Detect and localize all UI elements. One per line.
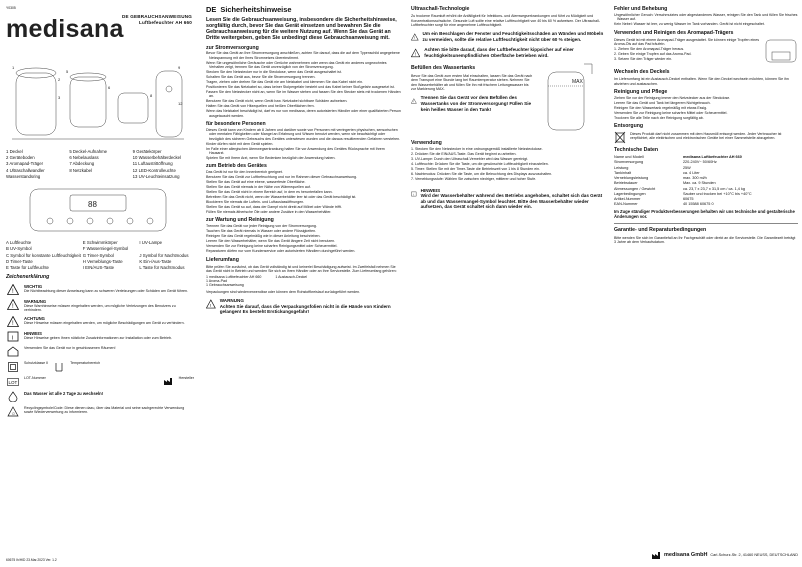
sign-text: Diese Hinweise müssen eingehalten werden, um mögliche Beschädigungen am Gerät zu verhindern. [24,320,185,325]
legend-item: 8 Netzkabel [69,167,93,173]
delivery-intro: Bitte prüfen Sie zunächst, ob das Gerät vollständig ist und keinerlei Beschädigung aufweist. Im Zweifelsfall nehmen Sie das Gerät nicht in Betrieb und wenden Sie sich an Ihren Händler oder an Ihre Servicestelle. Zum Lieferumfang gehören: [206,264,397,274]
legend-item: 2 Geräteboden [6,155,35,161]
list-item: Stellen Sie das Gerät auf eine ebene, wasserfeste Oberfläche. [206,180,306,185]
controls-legend [6,240,194,270]
manufacturer-icon [651,551,661,560]
list-item: Tauchen Sie das Gerät niemals in Wasser oder andere Flüssigkeiten. [206,229,317,234]
crossed-bin-icon [614,130,626,144]
caution-triangle-icon [7,316,19,327]
warning-label: WARNUNG [219,298,244,304]
legend-item: 6 Nebelauslass [69,155,99,161]
humidity-note-text: Um ein Beschlagen der Fenster und Feuchtigkeitsschäden an Wänden und Möbeln zu vermeiden, sollte die relative Luftfeuchtigkeit nicht über 60 % steigen. [422,31,604,43]
svg-text:i: i [12,335,14,342]
legend-item [139,246,194,251]
list-item: Leeren Sie den Wasserbehälter, wenn Sie das Gerät längere Zeit nicht benutzen. [206,239,336,244]
packaging-warning [206,298,401,315]
list-item: Tragen, ziehen oder drehen Sie das Gerät nie am Netzkabel und klemmen Sie das Kabel nicht ein. [206,80,364,85]
section-title: zur Stromversorgung [206,44,259,51]
water-drop-icon [7,391,19,402]
table-cell: 40 15588 60675 0 [682,202,714,207]
water-change-note: Das Wasser ist alle 2 Tage zu wechseln! [24,390,104,396]
svg-text:!: ! [414,52,417,58]
max-label: MAX [572,79,583,86]
temperature-label: Temperaturbereich [70,360,101,365]
delivery-item: 1 Gebrauchsanweisung [206,283,244,288]
legend-item: E Taste für Luftfeuchte [6,265,49,271]
column-usage [411,6,606,562]
table-cell: Tankinhalt [614,170,632,175]
hint-text: Wird der Wasserbehälter während des Betriebs angehoben, schaltet sich das Gerät ab und das Wassermangel-Symbol leuchtet. Bitte den Wasserbehälter wieder aufsetzen, das Gerät schaltet sich dann wieder ein. [420,193,603,210]
svg-text:1: 1 [12,64,15,70]
legend-item: 4 Ultraschallwandler [6,167,45,173]
legend-item: H Verneblungs-Taste [82,258,123,264]
section-list [206,224,401,253]
legend-item: 12 LED-Kontrolleuchte [132,167,176,173]
list-item: Dieses Gerät kann von Kindern ab 8 Jahren und darüber sowie von Personen mit verringerten physischen, sensorischen oder mentalen Fähigkeiten oder Mangel an Erfahrung und Wissen benutzt werden, wenn sie beaufsichtigt oder bezüglich des sicheren Gebrauchs des Gerätes unterwiesen wurden und die daraus resultierenden Gefahren verstehen. [206,127,401,141]
parts-legend [6,149,194,179]
list-item: Betreiben Sie das Gerät nicht, wenn der Wasserbehälter leer ist oder das Gerät beschädigt ist. [206,195,357,200]
warning-triangle-icon [206,298,216,310]
sign-achtung [6,316,194,328]
list-item: Wenn Sie ungewöhnliche Geräusche oder Gerüche wahrnehmen oder wenn das Gerät ein anderes ungewohntes Verhalten zeigt, trennen Sie das Gerät unverzüglich von der Stromversorgung. [206,60,387,70]
legend-item: 11 Luftaustrittöffnung [132,161,173,167]
placement-note-text: Achten Sie bitte darauf, dass der Luftbefeuchter kippsicher auf einer feuchtigkeitsunempfindlichen Oberfläche betrieben wird. [424,47,574,59]
column-safety [206,6,401,562]
legend-item: J Symbol für Nachtmodus [139,252,189,258]
lot-label: LOT-Nummer [24,375,46,380]
list-item: Bevor Sie das Gerät an Ihre Stromversorgung anschließen, achten Sie darauf, dass die auf dem Typenschild angegebene Netzspannung mit der Ihres Stromnetzes übereinstimmt. [206,51,400,60]
legend-item: 9 Gerätekörper [132,149,162,155]
safety-title [206,6,401,15]
list-item: Das Gerät ist nur für den Innenbereich geeignet. [206,170,283,175]
table-cell: 25W [682,165,691,170]
list-item: Reparaturen dürfen nur vom Kundenservice oder autorisierten Händlern durchgeführt werden. [206,249,356,254]
troubleshoot-list [614,13,798,27]
house-icon [7,346,19,357]
list-item: Füllen Sie niemals ätherische Öle oder andere Zusätze in den Wasserbehälter. [206,210,332,215]
svg-text:LOT: LOT [8,379,18,385]
list-item: Trennen Sie das Gerät vor jeder Reinigung von der Stromversorgung. [206,224,317,229]
svg-text:!: ! [414,36,416,41]
aroma-step: 3. Setzen Sie den Träger wieder ein. [614,57,673,62]
sign-head: WARNUNG [24,298,47,304]
tech-note: Im Zuge ständiger Produktverbesserungen behalten wir uns technische und gestalterische Änderungen vor. [614,209,795,220]
svg-text:88: 88 [88,200,97,210]
company-footer [651,551,798,560]
caution-triangle-icon [411,31,419,43]
cleaning-title: Reinigung und Pflege [614,89,668,96]
document-id: Y0305 [6,6,16,10]
sign-text: Diese Warnhinweise müssen eingehalten werden, um mögliche Verletzungen des Benutzers zu verhindern. [24,303,176,313]
table-cell: Lagerbedingungen [614,191,646,196]
legend-item: I EIN/AUS-Taste [82,265,115,271]
humidity-note [411,31,606,43]
fill-caution-text: Trennen Sie das Gerät vor dem Befüllen des Wassertanks von der Stromversorgung! Füllen Sie kein heißes Wasser in den Tank! [420,95,532,112]
delivery-item: 1 Austausch-Deckel [275,274,308,279]
list-item: Ziehen Sie vor der Reinigung immer den Netzstecker aus der Steckdose. [614,96,731,101]
manufacturer-icon [163,377,173,386]
packaging-note: Verpackungen sind wiederverwendbar oder können dem Rohstoffkreislauf zurückgeführt werden. [206,289,361,294]
warning-triangle-icon [7,284,19,295]
list-item: Benutzen Sie das Gerät zur Luftbefeuchtung und nur im Rahmen dieser Gebrauchsanweisung. [206,175,358,180]
usage-step: 7. Verneblungsstufe: Wählen Sie zwischen niedriger, mittlerer und hoher Stufe. [411,177,537,182]
usage-steps [411,147,606,181]
sign-hinweis [6,331,194,343]
lid-text: Im Lieferumfang ist ein Austausch-Deckel enthalten. Wenn Sie den Deckel wechseln möchten, können Sie ihn abziehen und austauschen. [614,77,789,86]
sign-wichtig [6,284,194,296]
usage-step: 5. Timer: Stellen Sie mit der Timer-Taste die Betriebszeit von 1 bis 8 Stunden ein. [411,167,541,172]
delivery-title: Lieferumfang [206,256,239,263]
sign-warnung [6,299,194,313]
fill-text: Bevor Sie das Gerät zum ersten Mal einschalten, lassen Sie das Gerät nach dem Transport eine Stunde lang bei Raumtemperatur stehen. Nehmen Sie den Wasserbehälter ab und füllen Sie ihn mit frischem Leitungswasser bis zur Markierung MAX. [411,73,533,91]
document-header [122,14,192,25]
fill-caution [411,95,534,112]
list-item: Kinder dürfen nicht mit dem Gerät spielen. [206,141,274,146]
svg-text:2: 2 [58,76,61,82]
water-change-row [6,391,194,403]
company-address: Carl-Schurz-Str. 2, 41460 NEUSS, DEUTSCHLAND [710,553,798,558]
section-list [206,51,401,118]
legend-item: F Wasserniegel-Symbol [82,246,129,252]
troubleshoot-title: Fehler und Behebung [614,6,668,12]
disposal-section [614,130,798,144]
list-item: Stellen Sie das Gerät nicht in einem Bereich auf, in dem es herunterfallen kann. [206,190,333,195]
temperature-icon [54,362,64,372]
guarantee-text: Bitte wenden Sie sich im Garantiefall an Ihr Fachgeschäft oder direkt an die Servicestelle. Die Garantiezeit beträgt 3 Jahre ab dem Verkaufsdatum. [614,235,796,245]
usage-step: 2. Drücken Sie die EIN/AUS-Taste. Das Gerät beginnt zu arbeiten. [411,152,517,157]
footer-code: 60675 Ih/HID 23.Mar.2023 Ver. 1.2 [6,557,57,562]
list-item: Spielen Sie mit Ihrem Arzt, wenn Sie Bedenken bezüglich der Anwendung haben. [206,156,336,161]
table-cell: ca. 4 Liter [682,170,700,175]
list-item: Reinigen Sie den Wassertank regelmäßig mit etwas Essig. [614,105,708,110]
device-illustration [10,59,186,145]
sign-head: HINWEIS [24,330,42,336]
table-cell: max. 300 ml/h [682,176,707,181]
table-cell: Leistung [614,165,629,170]
table-cell: Sauber und trocken bei +10°C bis +40°C [682,191,752,196]
list-item: Fassen Sie den Netzstecker nicht an, wenn Sie im Wasser stehen und fassen Sie den Stecker stets mit trockenen Händen an. [206,90,401,99]
usage-step: 4. Luftfeuchte: Drücken Sie die Taste, um die gewünschte Luftfeuchtigkeit einzustellen. [411,162,549,167]
table-cell: medisana Luftbefeuchter AH 660 [682,155,742,160]
list-item: Kein Nebel: Wasser ist leer, zu wenig Wasser im Tank vorhanden. Gerät ist nicht eingeschaltet. [614,22,765,27]
sign-head: ACHTUNG [24,315,45,321]
manufacturer-label: Hersteller [178,375,194,380]
list-item: Schalten Sie das Gerät aus, bevor Sie die Stromversorgung trennen. [206,75,316,80]
legend-item: A Luftfeuchte [6,240,32,246]
ultra-title: Ultraschall-Technologie [411,6,470,12]
table-cell: Abmessungen / Gewicht [614,186,656,191]
svg-text:!: ! [210,304,212,310]
recycling-row [6,406,194,418]
usage-step: 3. UV-Lampe: Durch den Ultraschall-Vernebler wird das Wasser gereinigt. [411,157,529,162]
legend-item: Wasserstandsring [6,173,41,179]
lid-title: Wechseln des Deckels [614,69,670,75]
placement-note [411,47,606,59]
legend-item: L Taste für Nachtmodus [139,265,185,271]
safety-intro: Lesen Sie die Gebrauchsanweisung, insbesondere die Sicherheitshinweise, sorgfältig durch, bevor Sie das Gerät einsetzen und bewahren Sie die Gebrauchsanweisung für die weitere Nutzung auf. Wenn Sie das Gerät an Dritte weitergeben, geben Sie unbedingt diese Gebrauchsanweisung mit. [206,16,397,42]
legend-item: 3 Aromapad-Träger [6,161,44,167]
sign-indoor [6,346,194,358]
sign-head: WICHTIG [24,283,43,289]
list-item: Stellen Sie das Gerät so auf, dass der Dampf nicht direkt auf Möbel oder Wände trifft. [206,205,342,210]
sign-text: Die Nichtbeachtung dieser Anweisung kann zu schweren Verletzungen oder Schäden am Gerät führen. [24,288,189,293]
aroma-tray-illustration [764,36,798,66]
svg-text:6: 6 [108,84,111,90]
section-title: zum Betrieb des Gerätes [206,163,267,170]
section-title: zur Wartung und Reinigung [206,217,274,224]
section-list [206,128,401,160]
section-list [206,170,401,214]
warning-text: Achten Sie darauf, dass die Verpackungsfolien nicht in die Hände von Kindern gelangen! Es besteht Erstickungsgefahr! [219,303,391,315]
aroma-section [614,36,798,66]
list-item: Wenn das Netzkabel beschädigt ist, darf es nur von medisana, deren autorisierten Händler oder einer qualifizierten Person ausgetauscht werden. [206,109,401,118]
disposal-text: Dieses Produkt darf nicht zusammen mit dem Hausmüll entsorgt werden. Jeder Verbraucher ist verpflichtet, alle elektrischen und elektronischen Geräte bei einer Sammelstelle abzugeben. [630,131,782,140]
info-icon [7,331,19,342]
legend-item: I UV-Lampe [139,240,163,246]
symbols-row [6,361,194,373]
list-item: Verwenden Sie zur Reinigung keine scharfen Mittel oder Scheuermittel. [614,110,728,115]
usage-hint [411,188,606,210]
signs-title: Zeichenerklärung [6,274,50,281]
fill-section [411,62,606,137]
sign-text: Diese Hinweise geben Ihnen nützliche Zusatzinformationen zur Installation oder zum Betrieb. [24,335,173,340]
table-cell: Name und Modell [614,155,644,160]
legend-item: 10 Wasserbehälterdeckel [132,155,181,161]
usage-step: 1. Stecken Sie den Netzstecker in eine ordnungsgemäß installierte Netzsteckdose. [411,147,543,152]
product-name: Luftbefeuchter AH 660 [138,19,192,25]
table-cell: 220-240V~ 50/60Hz [682,160,717,165]
list-item: Stellen Sie das Gerät niemals in der Nähe von Wärmequellen auf. [206,185,311,190]
section-title: für besondere Personen [206,121,266,128]
caution-triangle-icon [411,95,417,107]
list-item: Benutzen Sie das Gerät nicht, wenn Gerät bzw. Netzkabel sichtbare Schäden aufweisen. [206,99,348,104]
svg-text:8: 8 [150,92,153,98]
svg-text:!: ! [12,304,14,311]
tech-table [614,155,798,207]
legend-item: 13 UV-Leuchteinsatzung [132,173,180,179]
list-item: Verwenden Sie zur Reinigung keine scharfen Reinigungsmittel oder Scheuermittel. [206,244,338,249]
disposal-title: Entsorgung [614,123,644,130]
usage-step: 6. Nachtmodus: Drücken Sie die Taste, um die Beleuchtung des Displays auszuschalten. [411,172,553,177]
cleaning-list [614,96,798,120]
recycling-icon [7,406,19,417]
table-row [614,202,798,207]
tech-title: Technische Daten [614,146,659,153]
aroma-title: Verwenden und Reinigen des Aromapad-Trägers [614,29,734,36]
legend-item [69,174,130,179]
svg-text:12: 12 [178,100,183,106]
control-panel-illustration [10,183,186,237]
table-cell: Max. ca. 9 Stunden [682,181,716,186]
usage-title: Verwendung [411,140,442,147]
list-item: Stecken Sie den Netzstecker nur in die Steckdose, wenn das Gerät ausgeschaltet ist. [206,70,342,75]
company-name: medisana GmbH [664,552,708,559]
info-icon [411,188,417,200]
list-item: Trocknen Sie alle Teile nach der Reinigung sorgfältig ab. [614,115,704,120]
hint-label: HINWEIS [420,187,441,193]
svg-text:!: ! [12,289,14,296]
svg-text:!: ! [413,99,415,104]
protection-class-label: Schutzklasse II [24,360,49,365]
list-item: Positionieren Sie das Netzkabel so, dass keiner Stolpergefahr besteht und das Kabel keiner Stoßgefahr ausgesetzt ist. [206,85,395,90]
recycling-text: Recyclingsymbole/Code: Diese dienen dazu, über das Material und seine sachgerechte Verwendung sowie Wiederverwertung zu informieren. [24,405,185,414]
svg-text:9: 9 [178,64,181,70]
column-care [614,6,798,562]
lot-icon [7,378,19,386]
guarantee-box [614,223,798,244]
svg-text:♲: ♲ [11,411,16,417]
legend-item: K Ein-/Aus-Taste [139,258,172,264]
table-cell: Stromversorgung [614,160,644,165]
table-cell: Artikel-Nummer [614,197,641,202]
aroma-text: Dieses Gerät ist mit einem Aromapad-Träger ausgestattet. Sie können einige Tropfen eines Aroma-Öls auf das Pad träufeln. [614,38,760,47]
legend-item: B UV-Symbol [6,246,32,252]
legend-item: 5 Deckel-Aufnahme [69,149,108,155]
ultra-text: Zu trockene Raumluft erhöht die Anfälligkeit für Infektions- und Atemwegserkrankungen und führt zu Müdigkeit und Konzentrationsschwäche. Gesunde Luft sollte eine relative Luftfeuchtigkeit von 40 bis 60 % aufweisen. Der Ultraschall-Luftbefeuchter sorgt für eine angenehme Luftfeuchtigkeit. [411,14,600,28]
svg-text:5: 5 [66,68,69,74]
document-title: DE GEBRAUCHSANWEISUNG [121,14,192,19]
delivery-item: 1 Aroma-Pad [206,279,227,284]
legend-item: 7 Abdeckung [69,161,95,167]
list-item: Ungewöhnlicher Geruch: Verschmutztes oder abgestandenes Wasser, reinigen Sie den Tank und füllen Sie frisches Wasser auf. [614,12,798,22]
delivery-list [206,275,401,288]
column-overview [6,6,194,562]
legend-item: 1 Deckel [6,149,23,155]
table-cell: 60675 [682,197,694,202]
sign-text: Verwenden Sie das Gerät nur in geschlossenen Räumen! [24,345,116,350]
table-cell: EAN-Nummer [614,202,638,207]
list-item: Leeren Sie das Gerät und Tank bei längerem Nichtgebrauch. [614,101,711,105]
aroma-step: 2. Geben Sie einige Tropfen auf das Aroma-Pad. [614,52,692,57]
tank-fill-illustration [538,62,598,137]
aroma-step: 1. Ziehen Sie den Aromapad-Träger heraus. [614,47,685,52]
table-cell: Verneblungsleistung [614,176,649,181]
warning-triangle-icon [7,299,19,310]
legend-item: E Schwimmkörper [82,240,118,246]
list-item: Reinigen Sie das Gerät regelmäßig wie in dieser Anleitung beschrieben. [206,234,321,239]
protection-class-icon [8,362,18,372]
legend-item: D Timer-Taste [6,258,33,264]
guarantee-title: Garantie- und Reparaturbedingungen [614,227,707,234]
list-item: Blockieren Sie niemals die Luftein- und Luftauslassöffnungen. [206,200,305,205]
list-item: Im Falle einer allergischen Atemwegserkrankung halten Sie vor Anwendung des Gerätes Rücksprache mit Ihrem Hausarzt. [206,146,385,156]
svg-text:!: ! [12,321,14,328]
lot-row [6,376,194,388]
legend-item: C Symbol für konstante Luftfeuchtigkeit [6,252,81,258]
svg-text:3: 3 [58,94,61,100]
fill-title: Befüllen des Wassertanks [411,65,476,72]
delivery-item: 1 medisana Luftbefeuchter AH 660 [206,274,262,279]
svg-text:i: i [413,191,414,196]
list-item: Halten Sie das Gerät von Hitzequellen und heißen Oberflächen fern. [206,104,315,109]
caution-triangle-icon [411,47,420,59]
legend-item: G Timer-Symbol [82,252,114,258]
table-cell: Betriebsdauer [614,181,638,186]
safety-title-text: Sicherheitshinweise [220,6,292,14]
language-code: DE [206,6,217,14]
brand-logo: medisana [6,15,124,44]
table-cell: ca. 23,7 x 23,7 x 31,5 cm / ca. 1,4 kg [682,186,745,191]
